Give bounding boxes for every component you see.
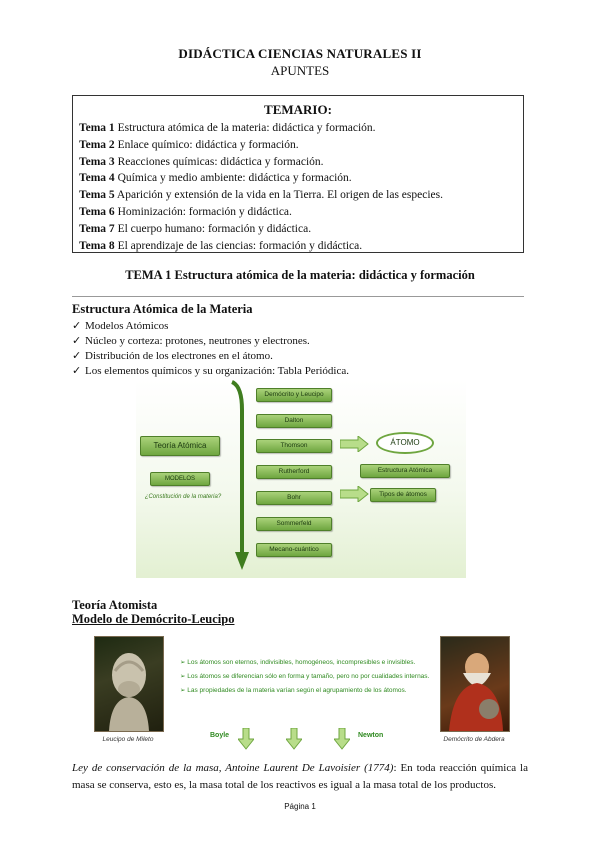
bullet-item <box>72 319 168 332</box>
tema-text: Enlace químico: didáctica y formación. <box>114 138 299 151</box>
tema-item <box>79 137 517 154</box>
bullet-text: Modelos Atómicos <box>85 320 169 332</box>
tema-text: Aparición y extensión de la vida en la Tierra. El origen de las especies. <box>114 189 443 202</box>
document-title: DIDÁCTICA CIENCIAS NATURALES II <box>178 46 422 61</box>
ley-conservacion-paragraph <box>72 760 528 794</box>
modelo-title: Modelo de Demócrito-Leucipo <box>72 612 235 626</box>
tipos-atomos-box: Tipos de átomos <box>370 488 436 502</box>
section-title: Estructura Atómica de la Materia <box>72 302 253 316</box>
boyle-label: Boyle <box>210 732 230 739</box>
tema-number: Tema 6 <box>79 205 115 218</box>
tema-text: El cuerpo humano: formación y didáctica. <box>114 222 312 235</box>
bust-icon <box>95 637 163 731</box>
right-arrow-icon <box>340 486 370 502</box>
democrito-caption: Demócrito de Abdera <box>443 736 505 743</box>
tema-item <box>79 187 517 204</box>
check-icon: ✓ <box>72 335 82 347</box>
down-arrow-icon <box>238 728 254 750</box>
tema-item <box>79 120 517 137</box>
tema-text: Química y medio ambiente: didáctica y formación. <box>114 172 352 185</box>
newton-label: Newton <box>358 732 384 739</box>
modelos-box: MODELOS <box>150 472 210 486</box>
model-box-thomson: Thomson <box>256 439 332 453</box>
bullet-item <box>72 349 273 362</box>
tema-item <box>79 204 517 221</box>
curved-arrow-icon <box>228 380 252 578</box>
check-icon: ✓ <box>72 365 82 377</box>
arrow-bullet-icon: ➢ <box>180 659 188 666</box>
atom-point-text: Los átomos son eternos, indivisibles, homogéneos, incompresibles e invisibles. <box>187 659 416 666</box>
bullet-text: Los elementos químicos y su organización: Tabla Periódica. <box>85 365 349 377</box>
down-arrow-icon <box>286 728 302 750</box>
bullet-text: Distribución de los electrones en el átomo. <box>85 350 273 362</box>
ley-body-text: : En toda reacción química la masa se conserva, esto es, la masa total de los reactivos es igual a la masa total de los productos. <box>72 762 528 791</box>
tema-number: Tema 2 <box>79 138 115 151</box>
horizontal-rule <box>72 296 524 297</box>
check-icon: ✓ <box>72 350 82 362</box>
tema-number: Tema 8 <box>79 239 115 252</box>
tema-text: Hominización: formación y didáctica. <box>114 205 292 218</box>
ley-italic-text: Ley de conservación de la masa, Antoine Laurent De Lavoisier (1774) <box>72 762 394 774</box>
democrito-leucipo-figure <box>88 632 508 754</box>
model-box-mecano-cuantico: Mecano-cuántico <box>256 543 332 557</box>
model-box-sommerfeld: Sommerfeld <box>256 517 332 531</box>
leucipo-caption: Leucipo de Mileto <box>102 736 154 743</box>
down-arrow-icon <box>334 728 350 750</box>
teoria-atomista-heading: Teoría Atomista <box>72 598 158 612</box>
teoria-atomica-box: Teoría Atómica <box>140 436 220 456</box>
tema-text: Estructura atómica de la materia: didáctica y formación. <box>114 122 376 134</box>
model-box-democrito: Demócrito y Leucipo <box>256 388 332 402</box>
tema1-heading: TEMA 1 Estructura atómica de la materia: didáctica y formación <box>125 268 475 282</box>
tema-number: Tema 3 <box>79 155 115 168</box>
temario-heading: TEMARIO: <box>264 102 332 117</box>
right-arrow-icon <box>340 436 370 452</box>
tema-item <box>79 154 517 171</box>
tema-number: Tema 7 <box>79 222 115 235</box>
atom-point <box>180 672 429 680</box>
tema-number: Tema 5 <box>79 189 115 202</box>
temario-box <box>72 95 524 253</box>
model-box-bohr: Bohr <box>256 491 332 505</box>
model-box-dalton: Dalton <box>256 414 332 428</box>
constitucion-label: ¿Constitución de la materia? <box>144 494 222 500</box>
page-number: Página 1 <box>284 802 316 811</box>
tema-text: Reacciones químicas: didáctica y formación. <box>114 155 324 168</box>
atomic-theory-diagram <box>136 380 466 578</box>
check-icon: ✓ <box>72 320 82 332</box>
tema-number: Tema 1 <box>79 122 115 134</box>
document-subtitle: APUNTES <box>270 63 330 78</box>
tema-text: El aprendizaje de las ciencias: formación y didáctica. <box>114 239 363 252</box>
atom-point <box>180 658 415 666</box>
arrow-bullet-icon: ➢ <box>180 687 188 694</box>
tema-number: Tema 4 <box>79 172 115 185</box>
estructura-atomica-box: Estructura Atómica <box>360 464 450 478</box>
model-box-rutherford: Rutherford <box>256 465 332 479</box>
atomo-ellipse: ÁTOMO <box>376 432 434 454</box>
bullet-item <box>72 364 349 377</box>
painting-icon <box>441 637 509 731</box>
atom-point <box>180 686 407 694</box>
tema-item <box>79 170 517 187</box>
arrow-bullet-icon: ➢ <box>180 673 188 680</box>
tema-item <box>79 238 517 255</box>
bullet-text: Núcleo y corteza: protones, neutrones y electrones. <box>85 335 310 347</box>
atom-point-text: Las propiedades de la materia varían según el agrupamiento de los átomos. <box>187 687 407 694</box>
democrito-portrait <box>440 636 510 732</box>
bullet-item <box>72 334 310 347</box>
atom-point-text: Los átomos se diferencian sólo en forma y tamaño, pero no por cualidades internas. <box>187 673 430 680</box>
leucipo-portrait <box>94 636 164 732</box>
tema-item <box>79 221 517 238</box>
